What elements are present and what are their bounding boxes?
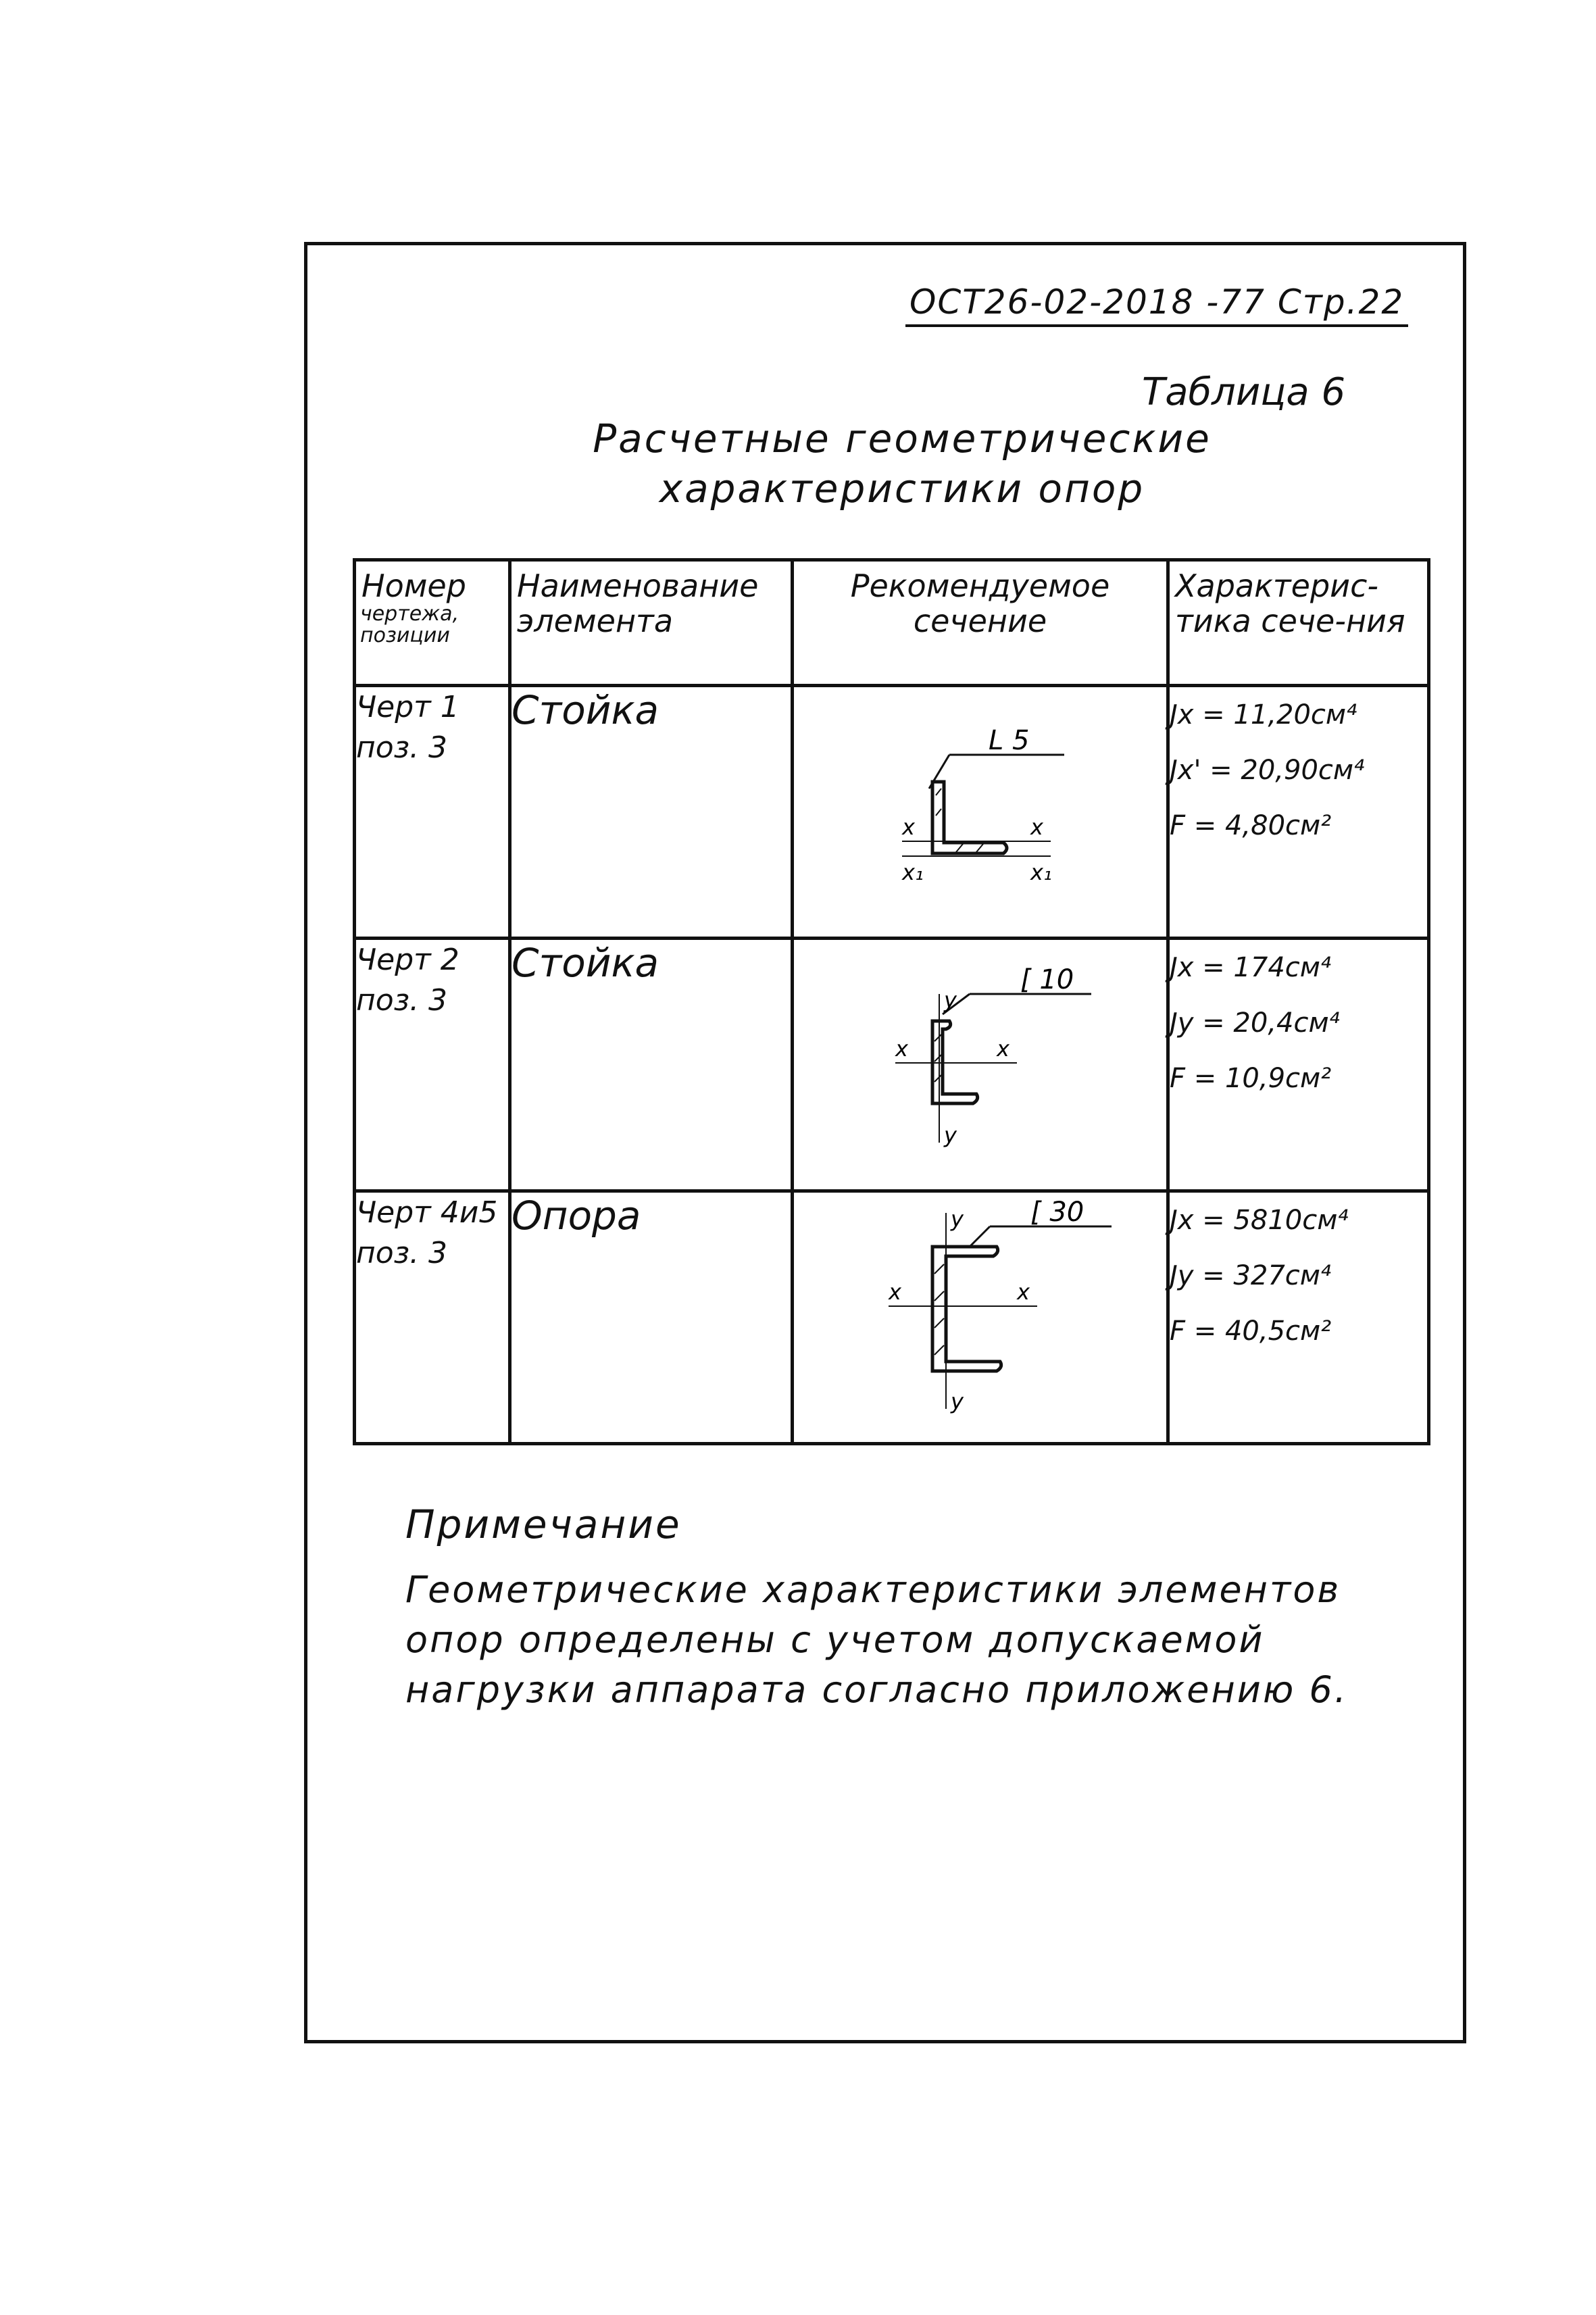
axis-y-label: y bbox=[944, 987, 957, 1013]
note-title: Примечание bbox=[405, 1501, 682, 1547]
angle-section-drawing bbox=[794, 687, 1163, 933]
section-area: F = 10,9см² bbox=[1170, 1063, 1332, 1094]
axis-x-label: x bbox=[895, 1036, 908, 1062]
document-code: ОСТ26-02-2018 -77 Стр.22 bbox=[905, 282, 1408, 327]
axis-x-label: x bbox=[1030, 814, 1043, 840]
channel-section-drawing bbox=[794, 940, 1163, 1186]
moment-of-inertia-x: Jx = 174см⁴ bbox=[1170, 952, 1331, 983]
section-cell bbox=[793, 1191, 1168, 1444]
table-header-row bbox=[355, 560, 1429, 686]
characteristics-table bbox=[353, 558, 1430, 1445]
section-characteristics bbox=[1168, 939, 1429, 1191]
col-header-characteristics: Характерис- тика сече-ния bbox=[1168, 560, 1429, 686]
axis-x-label: x bbox=[902, 814, 915, 840]
moment-of-inertia-y: Jy = 20,4см⁴ bbox=[1170, 1007, 1340, 1039]
section-label: L 5 bbox=[989, 725, 1030, 756]
axis-x1-label: x₁ bbox=[902, 860, 924, 885]
table-title: Расчетные геометрические характеристики опор bbox=[593, 416, 1212, 512]
element-name: Стойка bbox=[510, 939, 793, 1191]
axis-y-label: y bbox=[944, 1122, 957, 1148]
section-cell bbox=[793, 686, 1168, 939]
note-text: Геометрические характеристики элементов опор определены с учетом допускаемой нагрузки аппарата согласно приложению 6. bbox=[405, 1568, 1349, 1711]
axis-x-label: x bbox=[997, 1036, 1009, 1062]
drawing-position: Черт 2 поз. 3 bbox=[355, 939, 510, 1191]
axis-x-label: x bbox=[889, 1279, 901, 1305]
section-characteristics bbox=[1168, 686, 1429, 939]
section-area: F = 4,80см² bbox=[1170, 810, 1332, 841]
moment-of-inertia-x: Jx = 11,20см⁴ bbox=[1170, 699, 1357, 730]
section-label: [ 10 bbox=[1020, 964, 1074, 995]
col-header-name: Наименование элемента bbox=[510, 560, 793, 686]
table-row bbox=[355, 1191, 1429, 1444]
drawing-position: Черт 4и5 поз. 3 bbox=[355, 1191, 510, 1444]
axis-x1-label: x₁ bbox=[1030, 860, 1052, 885]
table-row bbox=[355, 939, 1429, 1191]
table-row bbox=[355, 686, 1429, 939]
axis-y-label: y bbox=[951, 1206, 964, 1232]
channel-section-drawing bbox=[794, 1193, 1163, 1439]
element-name: Опора bbox=[510, 1191, 793, 1444]
section-label: [ 30 bbox=[1030, 1197, 1084, 1228]
table-number: Таблица 6 bbox=[1142, 370, 1346, 414]
moment-of-inertia-y: Jy = 327см⁴ bbox=[1170, 1260, 1331, 1291]
section-cell bbox=[793, 939, 1168, 1191]
section-characteristics bbox=[1168, 1191, 1429, 1444]
drawing-position: Черт 1 поз. 3 bbox=[355, 686, 510, 939]
axis-y-label: y bbox=[951, 1389, 964, 1414]
axis-x-label: x bbox=[1017, 1279, 1030, 1305]
section-area: F = 40,5см² bbox=[1170, 1316, 1332, 1347]
element-name: Стойка bbox=[510, 686, 793, 939]
col-header-section: Рекомендуемое сечение bbox=[793, 560, 1168, 686]
col-header-number: Номер чертежа, позиции bbox=[355, 560, 510, 686]
moment-of-inertia-x: Jx = 5810см⁴ bbox=[1170, 1205, 1349, 1236]
moment-of-inertia-x1: Jx' = 20,90см⁴ bbox=[1170, 755, 1365, 786]
